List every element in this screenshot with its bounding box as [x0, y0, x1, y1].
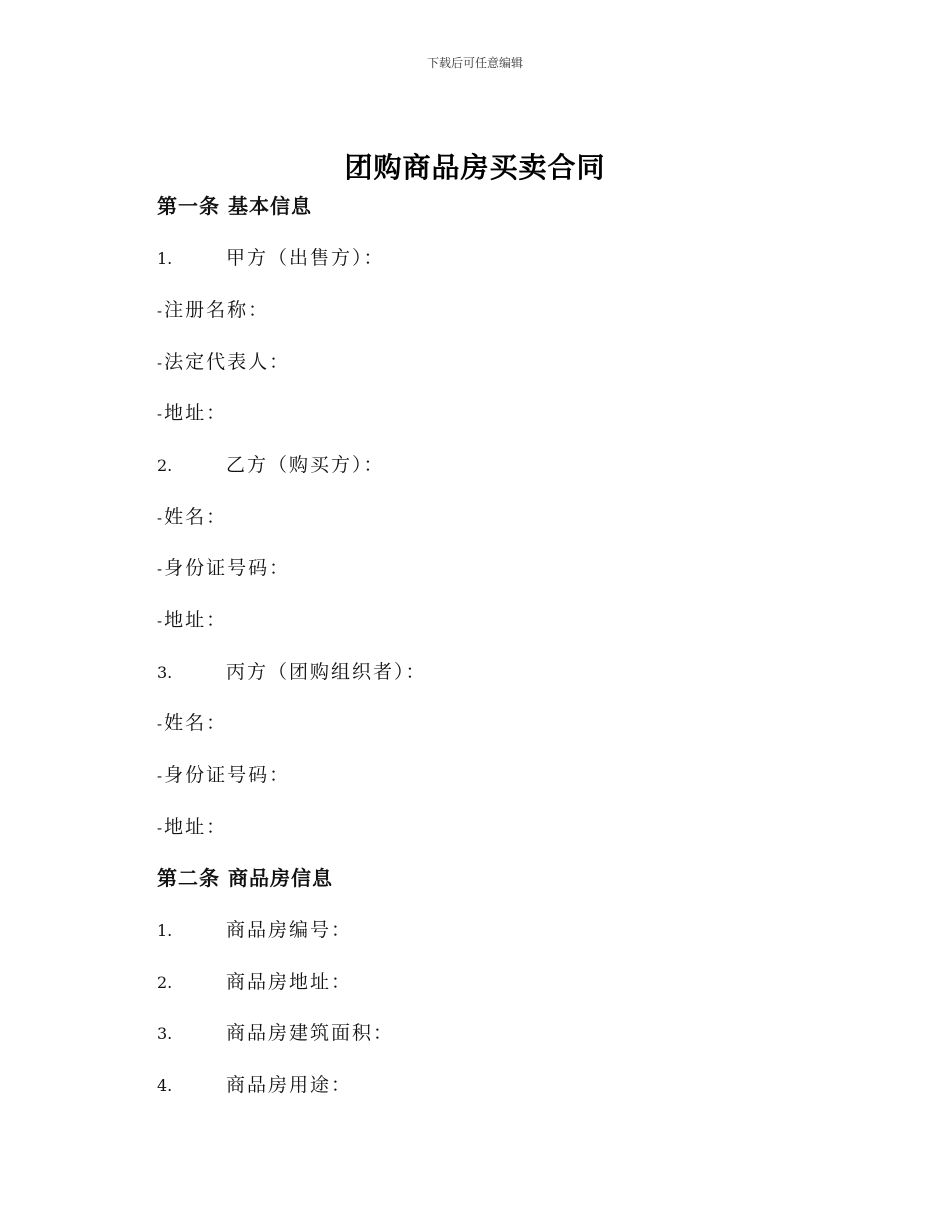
dash-bullet: -: [157, 302, 165, 320]
party-a-field-line: [157, 401, 227, 426]
dash-bullet: -: [157, 354, 165, 372]
dash-bullet: -: [157, 560, 165, 578]
property-item-number: 4.: [157, 1076, 173, 1095]
property-item-number: 2.: [157, 973, 173, 992]
party-b-label: 乙方（购买方）：: [226, 454, 385, 476]
party-b-name-label: 姓名：: [164, 506, 228, 528]
property-area-label: 商品房建筑面积：: [226, 1022, 395, 1044]
article-2-heading: 第二条 商品房信息: [157, 866, 333, 890]
party-a-legal-rep-label: 法定代表人：: [164, 351, 291, 373]
party-a-registered-name-label: 注册名称：: [164, 299, 270, 321]
dash-bullet: -: [157, 767, 165, 785]
property-usage-label: 商品房用途：: [226, 1074, 353, 1096]
party-b-address-label: 地址：: [164, 609, 228, 631]
party-c-name-label: 姓名：: [164, 712, 228, 734]
party-b-field-line: [157, 556, 290, 581]
dash-bullet: -: [157, 612, 165, 630]
article-1-heading: 第一条 基本信息: [157, 194, 312, 218]
property-info-line: [157, 1021, 394, 1046]
party-a-field-line: [157, 298, 269, 323]
dash-bullet: -: [157, 509, 165, 527]
dash-bullet: -: [157, 405, 165, 423]
party-c-field-line: [157, 711, 227, 736]
dash-bullet: -: [157, 715, 165, 733]
property-info-line: [157, 1073, 352, 1098]
party-c-number: 3.: [157, 663, 173, 682]
property-item-number: 3.: [157, 1024, 173, 1043]
property-address-label: 商品房地址：: [226, 971, 353, 993]
property-info-line: [157, 970, 352, 995]
party-c-address-label: 地址：: [164, 816, 228, 838]
party-b-id-label: 身份证号码：: [164, 557, 291, 579]
property-info-line: [157, 918, 352, 943]
dash-bullet: -: [157, 819, 165, 837]
party-a-label: 甲方（出售方）：: [226, 247, 385, 269]
party-b-line: [157, 453, 385, 478]
party-a-number: 1.: [157, 249, 173, 268]
property-item-number: 1.: [157, 921, 173, 940]
party-c-id-label: 身份证号码：: [164, 764, 291, 786]
party-a-line: [157, 246, 385, 271]
party-a-address-label: 地址：: [164, 402, 228, 424]
party-b-number: 2.: [157, 456, 173, 475]
property-number-label: 商品房编号：: [226, 919, 353, 941]
party-c-field-line: [157, 763, 290, 788]
party-c-line: [157, 660, 427, 685]
document-title: 团购商品房买卖合同: [344, 151, 606, 184]
party-b-field-line: [157, 608, 227, 633]
party-c-label: 丙方（团购组织者）：: [226, 661, 427, 683]
party-c-field-line: [157, 815, 227, 840]
party-b-field-line: [157, 505, 227, 530]
party-a-field-line: [157, 350, 290, 375]
page-header-note: 下载后可任意编辑: [426, 56, 523, 70]
